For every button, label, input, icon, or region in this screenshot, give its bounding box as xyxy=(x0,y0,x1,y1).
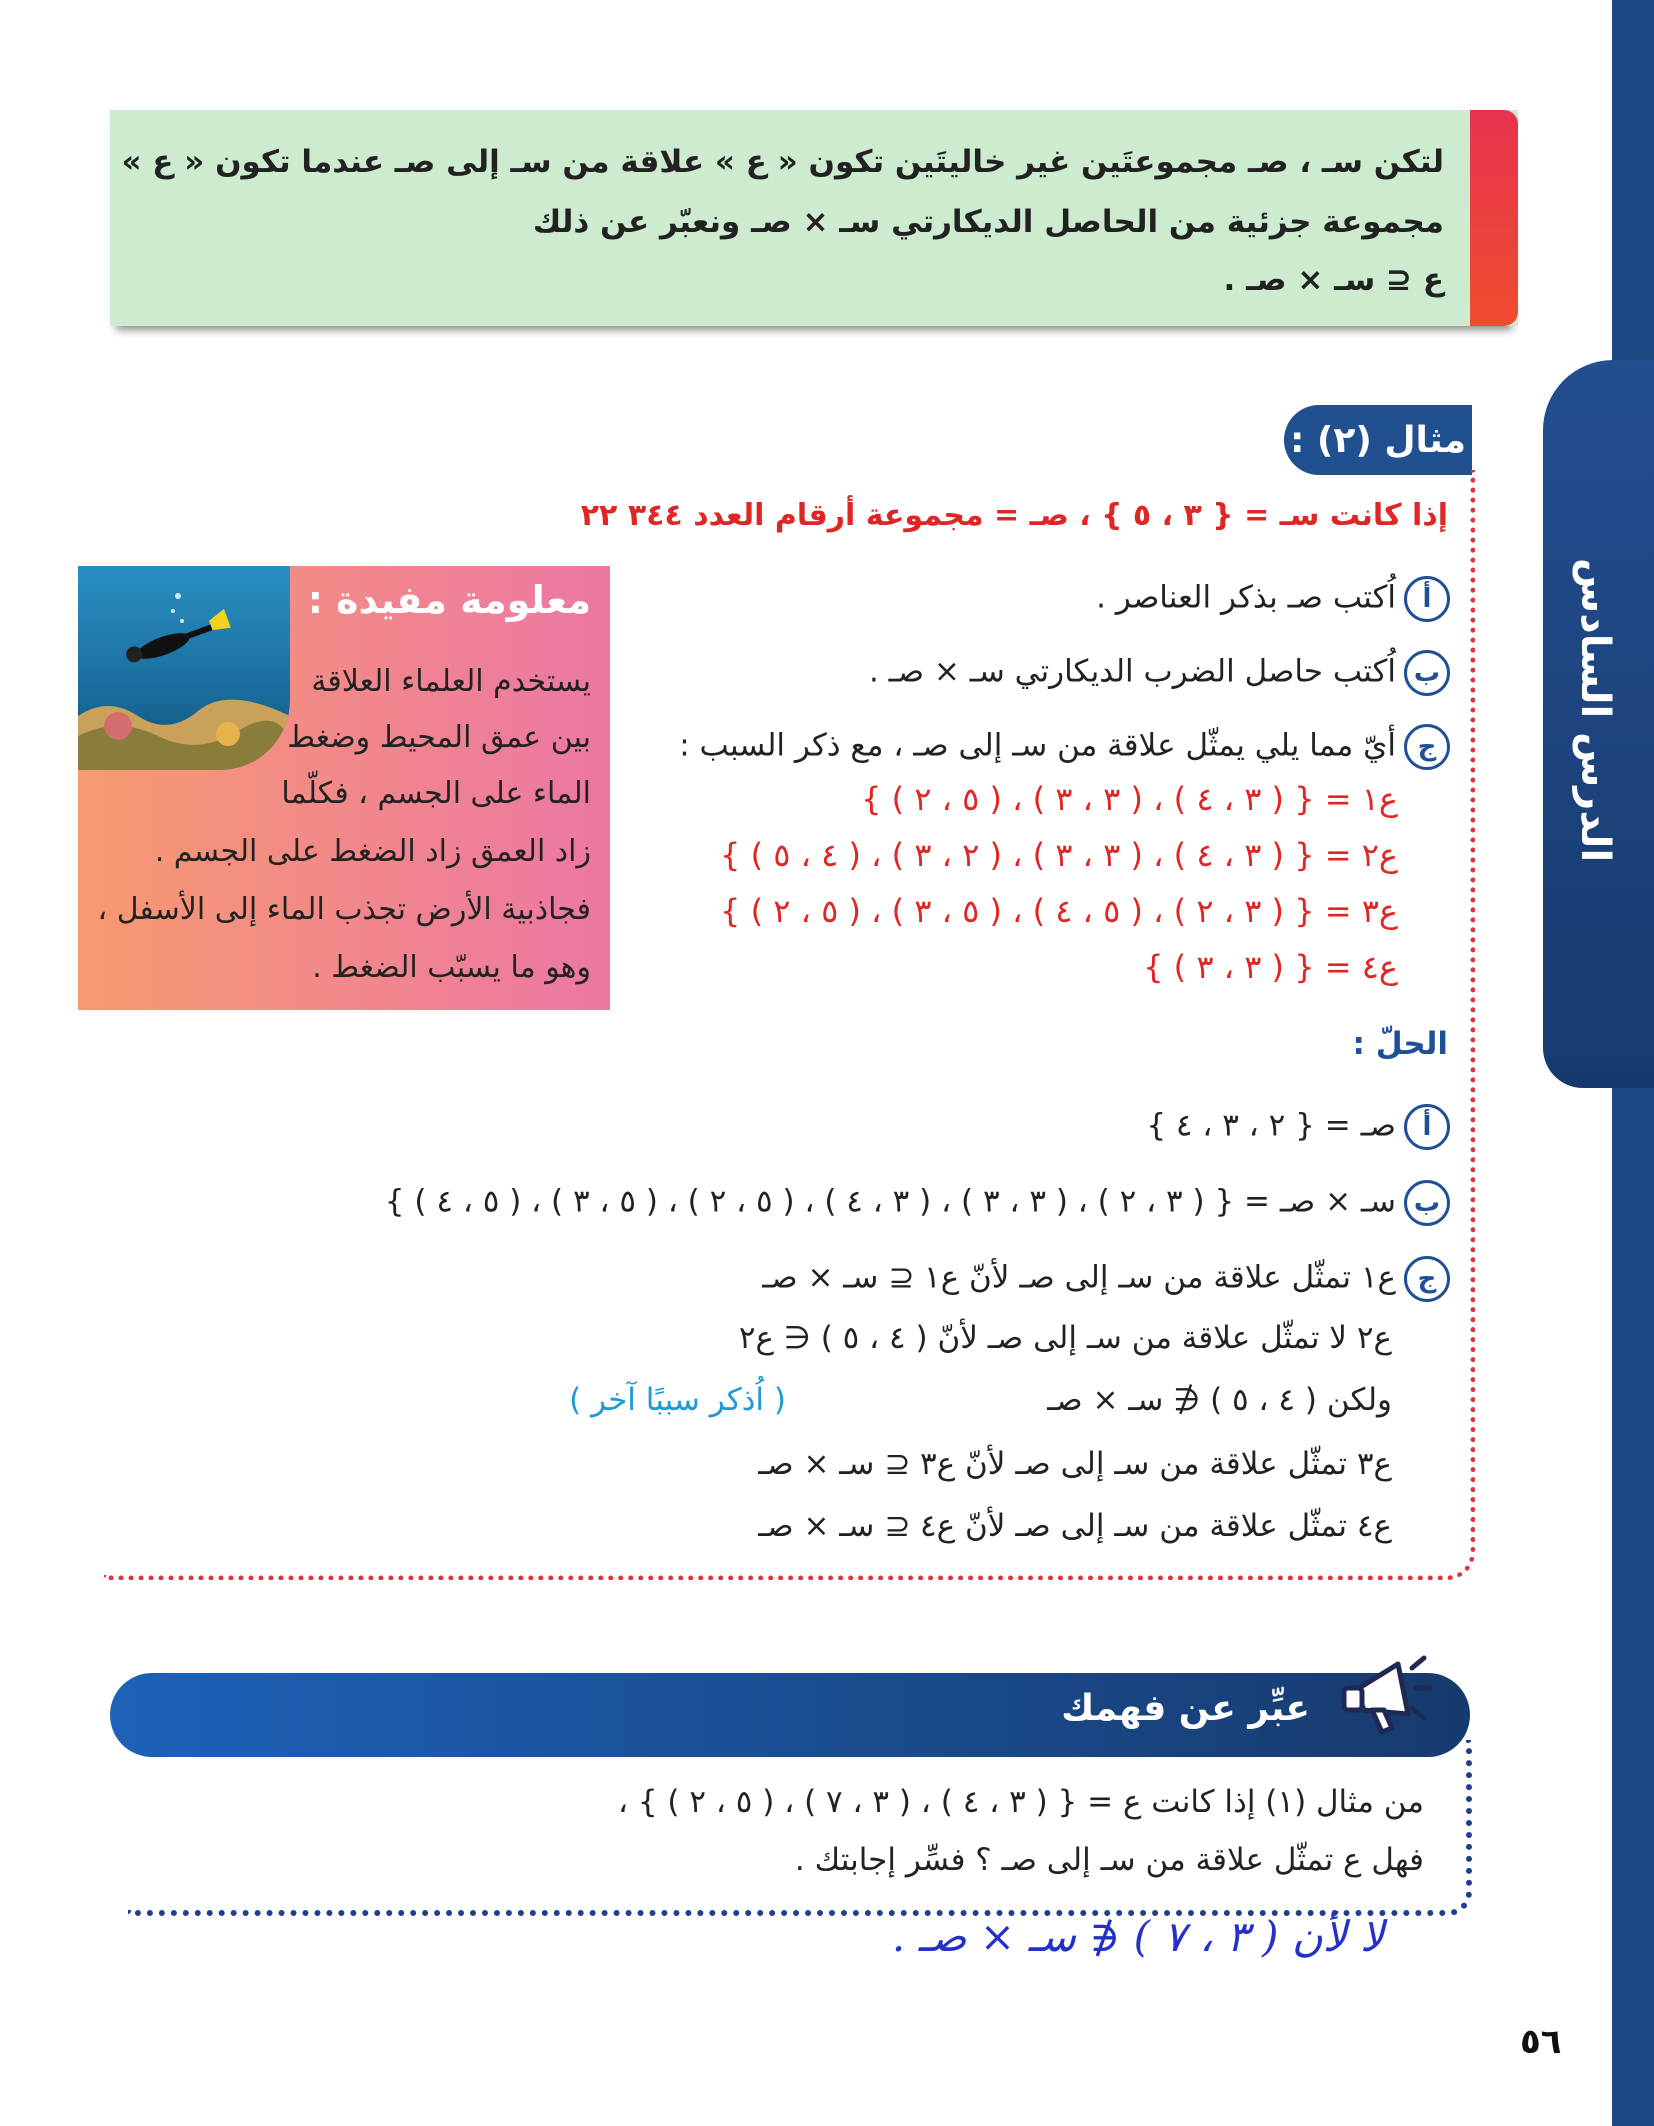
question-b-text: اُكتب حاصل الضرب الديكارتي سـ × صـ . xyxy=(868,653,1396,690)
question-a-text: اُكتب صـ بذكر العناصر . xyxy=(1096,579,1396,616)
megaphone-icon xyxy=(1338,1640,1434,1740)
info-line-3: الماء على الجسم ، فكلّما xyxy=(281,776,591,811)
solution-a-text: صـ = { ٢ ، ٣ ، ٤ } xyxy=(1146,1107,1396,1144)
solution-title: الحلّ : xyxy=(1352,1026,1448,1062)
solution-c-line-2: ع٢ لا تمثّل علاقة من سـ إلى صـ لأنّ ( ٤ ، ٥ ) ∈ ع٢ xyxy=(738,1320,1392,1356)
definition-accent-bar xyxy=(1470,110,1518,326)
definition-line-1: لتكن سـ ، صـ مجموعتَين غير خاليتَين تكون « ع » علاقة من سـ إلى صـ عندما تكون « ع » xyxy=(121,144,1444,180)
question-b-marker: ب xyxy=(1404,650,1450,696)
solution-a xyxy=(1146,1104,1450,1150)
solution-c-line-3: ولكن ( ٤ ، ٥ ) ∉ سـ × صـ xyxy=(1047,1382,1392,1418)
info-line-2: بين عمق المحيط وضغط xyxy=(287,720,591,755)
definition-line-3: ع ⊆ سـ × صـ . xyxy=(1223,262,1444,298)
solution-b-text: سـ × صـ = { ( ٣ ، ٢ ) ، ( ٣ ، ٣ ) ، ( ٣ ، ٤ ) ، ( ٥ ، ٢ ) ، ( ٥ ، ٣ ) ، ( ٥ ، ٤ ) } xyxy=(384,1183,1396,1220)
solution-a-marker: أ xyxy=(1404,1104,1450,1150)
relation-4: ع٤ = { ( ٣ ، ٣ ) } xyxy=(1143,948,1398,986)
solution-c-marker: ج xyxy=(1404,1256,1450,1302)
info-line-1: يستخدم العلماء العلاقة xyxy=(311,664,591,699)
info-line-6: وهو ما يسبّب الضغط . xyxy=(312,950,591,985)
question-b xyxy=(869,650,1450,696)
solution-c-line-4: ع٣ تمثّل علاقة من سـ إلى صـ لأنّ ع٣ ⊆ سـ × صـ xyxy=(758,1446,1392,1482)
question-c xyxy=(679,724,1450,770)
express-line-2: فهل ع تمثّل علاقة من سـ إلى صـ ؟ فسِّر إجابتك . xyxy=(794,1842,1424,1878)
solution-c-line-1: ع١ تمثّل علاقة من سـ إلى صـ لأنّ ع١ ⊆ سـ × صـ xyxy=(762,1259,1396,1296)
relation-3: ع٣ = { ( ٣ ، ٢ ) ، ( ٥ ، ٤ ) ، ( ٥ ، ٣ ) ، ( ٥ ، ٢ ) } xyxy=(720,892,1398,930)
solution-b xyxy=(385,1180,1450,1226)
info-line-4: زاد العمق زاد الضغط على الجسم . xyxy=(154,834,591,869)
example-header: مثال (٢) : xyxy=(1284,405,1472,475)
question-a-marker: أ xyxy=(1404,576,1450,622)
solution-c-note: ( اُذكر سببًا آخر ) xyxy=(569,1382,786,1418)
solution-c-line-5: ع٤ تمثّل علاقة من سـ إلى صـ لأنّ ع٤ ⊆ سـ × صـ xyxy=(758,1508,1392,1544)
diver-photo xyxy=(78,566,290,770)
question-c-marker: ج xyxy=(1404,724,1450,770)
diver-illustration xyxy=(78,566,290,770)
useful-info-title: معلومة مفيدة : xyxy=(307,578,591,622)
express-title: عبِّر عن فهمك xyxy=(1061,1688,1310,1729)
express-dotted-border xyxy=(128,1740,1472,1916)
handwritten-answer: لا لأن ( ٣ ، ٧ ) ∉ سـ × صـ . xyxy=(891,1912,1384,1961)
definition-line-2: مجموعة جزئية من الحاصل الديكارتي سـ × صـ ونعبّر عن ذلك xyxy=(532,204,1444,240)
solution-c xyxy=(762,1256,1450,1302)
solution-b-marker: ب xyxy=(1404,1180,1450,1226)
example-statement: إذا كانت سـ = { ٣ ، ٥ } ، صـ = مجموعة أرقام العدد ٣٤٤ ٢٢ xyxy=(580,498,1448,533)
relation-1: ع١ = { ( ٣ ، ٤ ) ، ( ٣ ، ٣ ) ، ( ٥ ، ٢ ) } xyxy=(861,780,1398,818)
info-line-5: فجاذبية الأرض تجذب الماء إلى الأسفل ، xyxy=(97,892,591,927)
question-c-text: أيّ مما يلي يمثّل علاقة من سـ إلى صـ ، مع ذكر السبب : xyxy=(679,727,1396,764)
express-line-1: من مثال (١) إذا كانت ع = { ( ٣ ، ٤ ) ، ( ٣ ، ٧ ) ، ( ٥ ، ٢ ) } ، xyxy=(618,1784,1424,1820)
lesson-side-tab-label: الدرس السادس xyxy=(1572,557,1618,863)
relation-2: ع٢ = { ( ٣ ، ٤ ) ، ( ٣ ، ٣ ) ، ( ٢ ، ٣ ) ، ( ٤ ، ٥ ) } xyxy=(720,836,1398,874)
question-a xyxy=(1096,576,1450,622)
page-number: ٥٦ xyxy=(1520,2022,1562,2062)
